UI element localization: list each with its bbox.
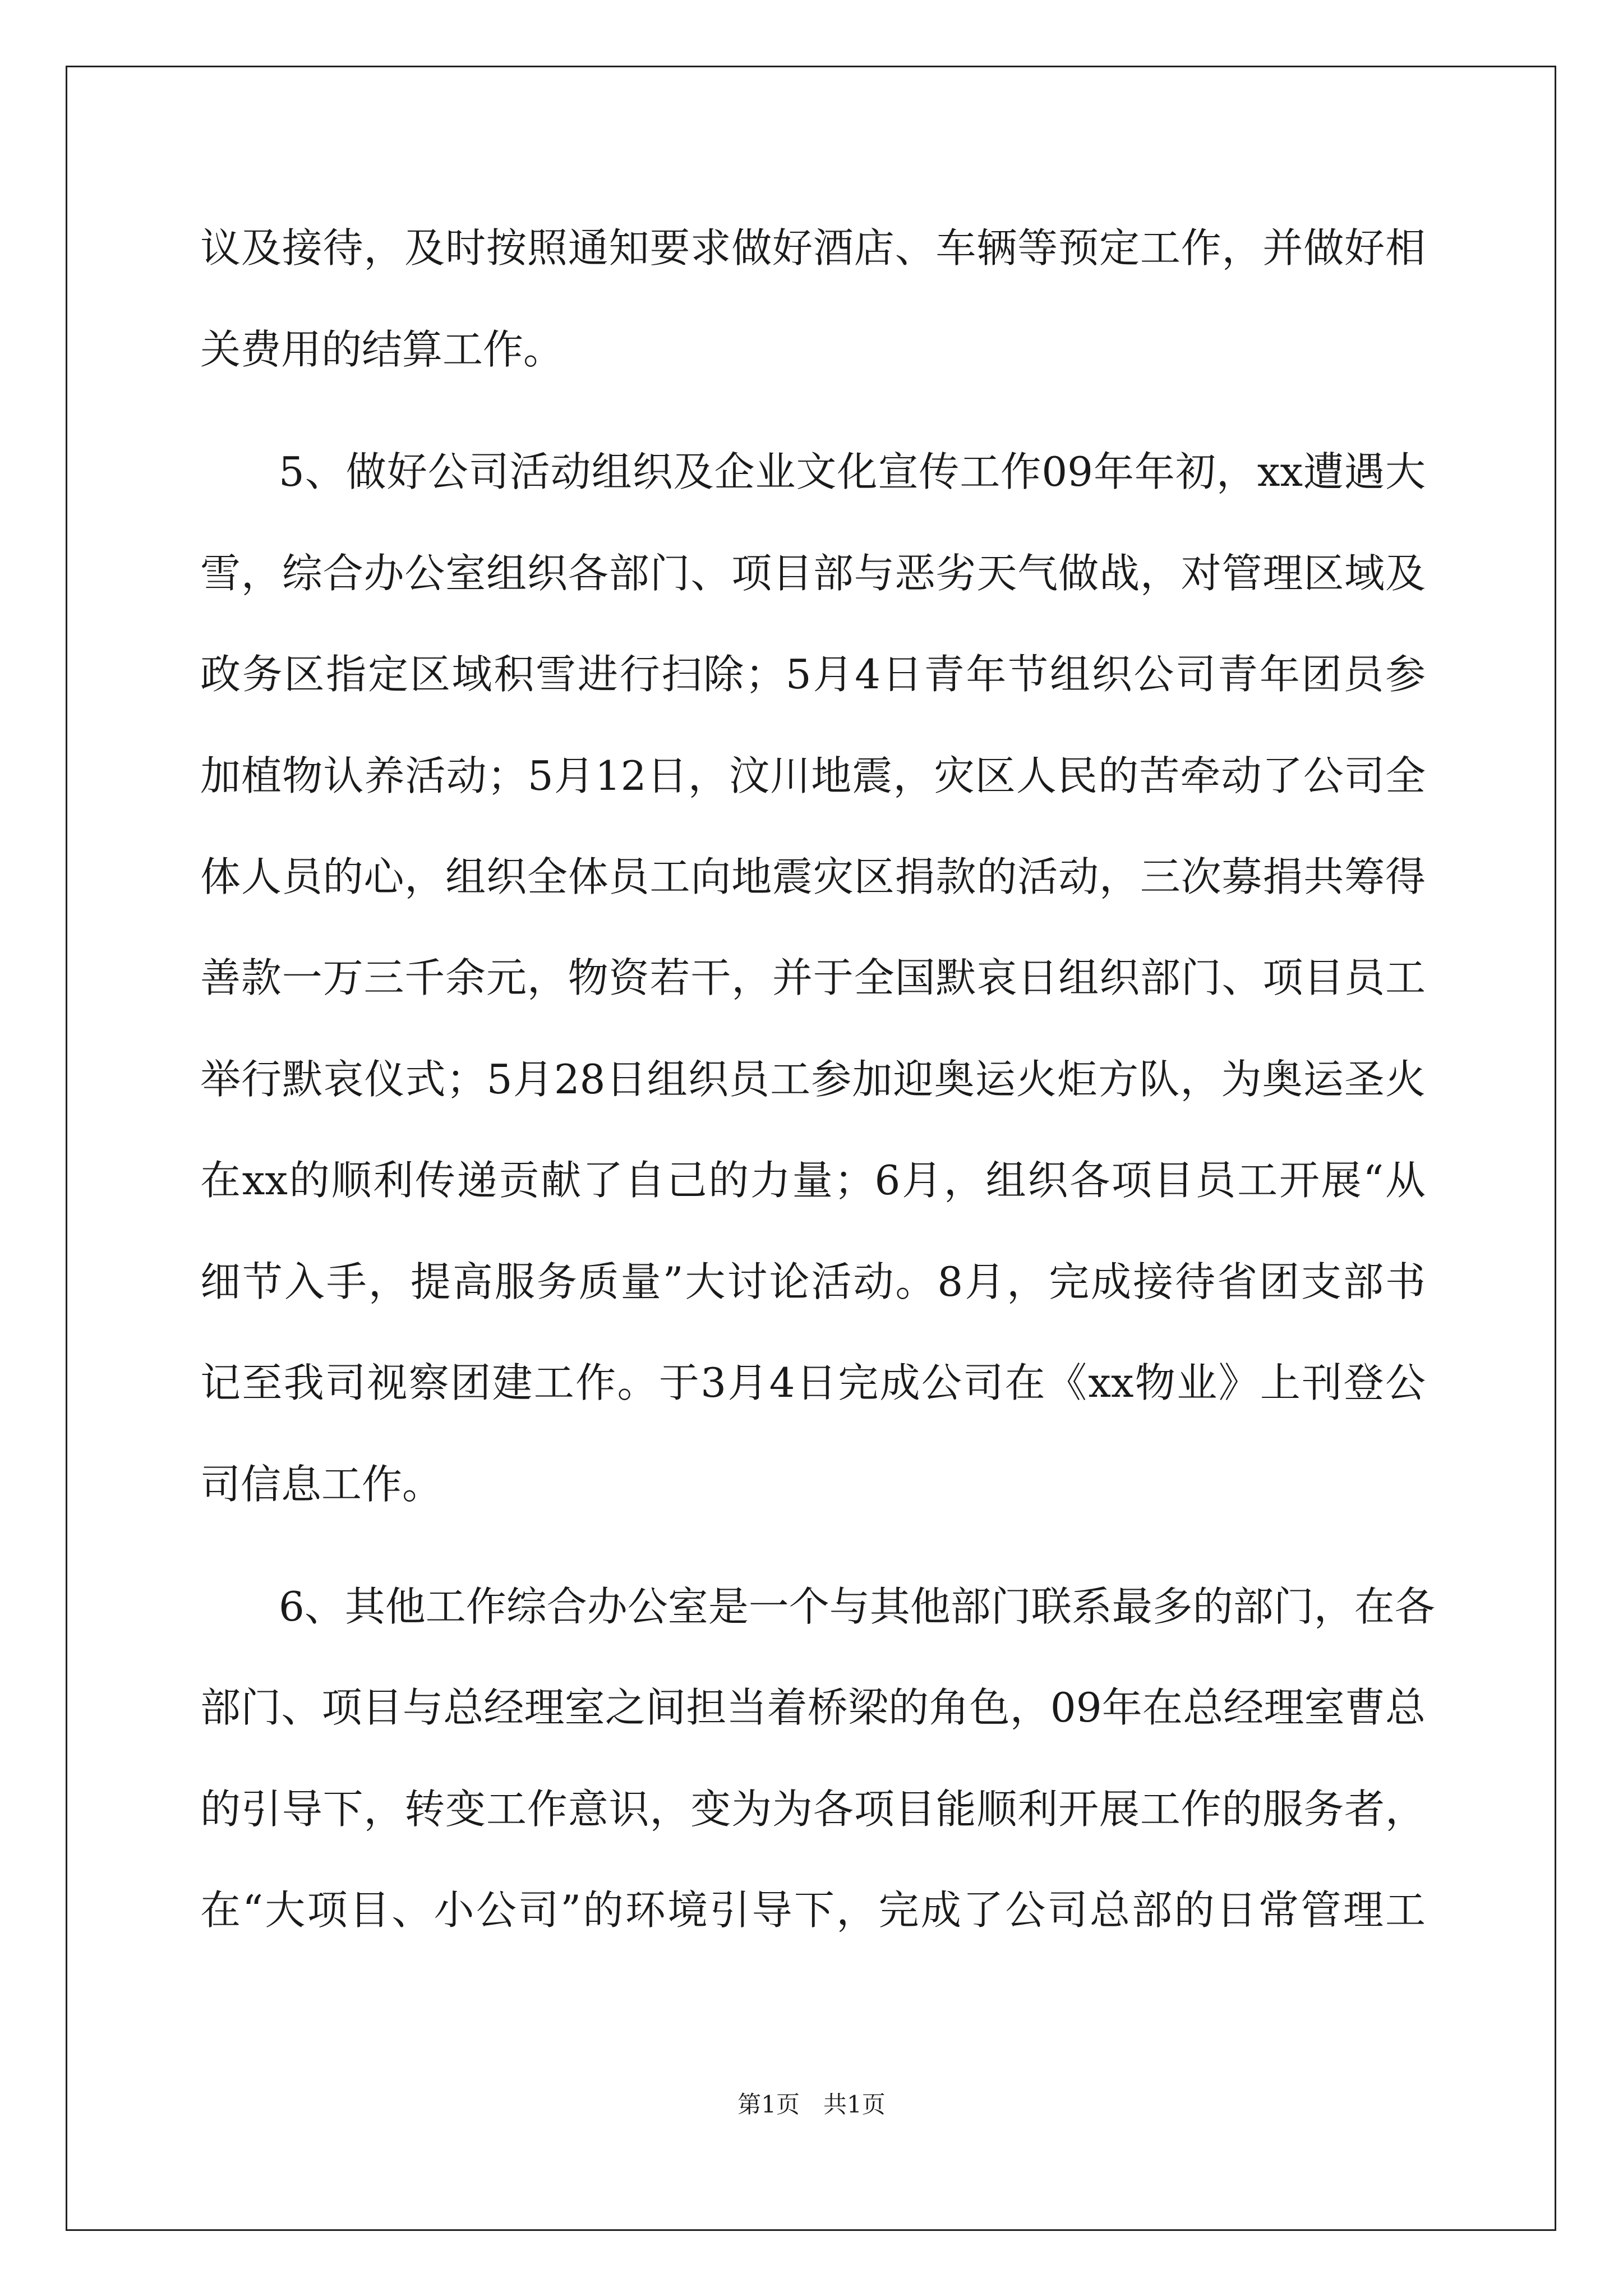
paragraph-line: 细节入手，提高服务质量”大讨论活动。8月，完成接待省团支部书 xyxy=(200,1258,1426,1305)
paragraph-line: 在“大项目、小公司”的环境引导下，完成了公司总部的日常管理工 xyxy=(200,1887,1426,1934)
paragraph-line: 关费用的结算工作。 xyxy=(200,326,564,373)
paragraph-line: 记至我司视察团建工作。于3月4日完成公司在《xx物业》上刊登公 xyxy=(200,1359,1426,1406)
page-number-footer: 第1页 共1页 xyxy=(737,2091,886,2118)
paragraph-line: 议及接待，及时按照通知要求做好酒店、车辆等预定工作，并做好相 xyxy=(200,224,1426,272)
paragraph-line: 6、其他工作综合办公室是一个与其他部门联系最多的部门，在各 xyxy=(279,1583,1435,1630)
paragraph-line: 举行默哀仪式；5月28日组织员工参加迎奥运火炬方队，为奥运圣火 xyxy=(200,1056,1426,1103)
paragraph-line: 加植物认养活动；5月12日，汶川地震，灾区人民的苦牵动了公司全 xyxy=(200,752,1426,799)
paragraph-line: 的引导下，转变工作意识，变为为各项目能顺利开展工作的服务者， xyxy=(200,1786,1426,1833)
paragraph-line: 在xx的顺利传递贡献了自己的力量；6月，组织各项目员工开展“从 xyxy=(200,1157,1426,1204)
paragraph-line: 政务区指定区域积雪进行扫除；5月4日青年节组织公司青年团员参 xyxy=(200,651,1426,698)
paragraph-line: 5、做好公司活动组织及企业文化宣传工作09年年初，xx遭遇大 xyxy=(279,448,1426,495)
paragraph-line: 体人员的心，组织全体员工向地震灾区捐款的活动，三次募捐共筹得 xyxy=(200,853,1426,900)
paragraph-line: 司信息工作。 xyxy=(200,1461,443,1508)
paragraph-line: 雪，综合办公室组织各部门、项目部与恶劣天气做战，对管理区域及 xyxy=(200,550,1426,597)
paragraph-line: 部门、项目与总经理室之间担当着桥梁的角色，09年在总经理室曹总 xyxy=(200,1684,1426,1731)
paragraph-line: 善款一万三千余元，物资若干，并于全国默哀日组织部门、项目员工 xyxy=(200,954,1426,1001)
